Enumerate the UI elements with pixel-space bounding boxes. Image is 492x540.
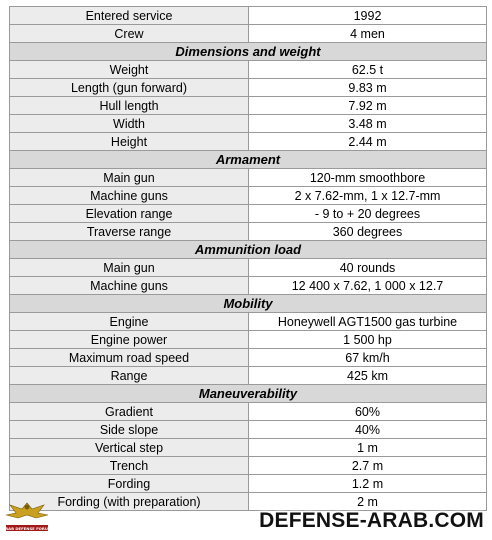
spec-value: 2.44 m [249, 133, 487, 151]
spec-row [10, 25, 487, 43]
section-header-row [10, 295, 487, 313]
spec-row [10, 439, 487, 457]
spec-label: Range [10, 367, 249, 385]
spec-row [10, 421, 487, 439]
spec-label: Side slope [10, 421, 249, 439]
section-header-row [10, 385, 487, 403]
spec-row [10, 475, 487, 493]
spec-row [10, 187, 487, 205]
section-title: Armament [10, 151, 487, 169]
spec-label: Entered service [10, 7, 249, 25]
spec-label: Main gun [10, 169, 249, 187]
spec-label: Machine guns [10, 277, 249, 295]
specifications-table [9, 6, 487, 511]
spec-value: 1.2 m [249, 475, 487, 493]
eagle-logo-icon [4, 497, 50, 535]
spec-label: Gradient [10, 403, 249, 421]
spec-value: 12 400 x 7.62, 1 000 x 12.7 [249, 277, 487, 295]
spec-row [10, 331, 487, 349]
spec-value: 62.5 t [249, 61, 487, 79]
spec-row [10, 223, 487, 241]
spec-row [10, 133, 487, 151]
spec-row [10, 79, 487, 97]
spec-row [10, 259, 487, 277]
section-header-row [10, 151, 487, 169]
spec-row [10, 349, 487, 367]
spec-row [10, 205, 487, 223]
spec-label: Machine guns [10, 187, 249, 205]
spec-value: 1 500 hp [249, 331, 487, 349]
section-title: Ammunition load [10, 241, 487, 259]
section-header-row [10, 43, 487, 61]
spec-label: Crew [10, 25, 249, 43]
section-title: Dimensions and weight [10, 43, 487, 61]
spec-value: 2 x 7.62-mm, 1 x 12.7-mm [249, 187, 487, 205]
spec-value: 120-mm smoothbore [249, 169, 487, 187]
spec-value: 1992 [249, 7, 487, 25]
spec-value: 67 km/h [249, 349, 487, 367]
spec-row [10, 61, 487, 79]
spec-row [10, 403, 487, 421]
spec-label: Maximum road speed [10, 349, 249, 367]
spec-value: Honeywell AGT1500 gas turbine [249, 313, 487, 331]
section-header-row [10, 241, 487, 259]
section-title: Maneuverability [10, 385, 487, 403]
spec-label: Fording [10, 475, 249, 493]
spec-row [10, 169, 487, 187]
spec-value: 3.48 m [249, 115, 487, 133]
spec-label: Vertical step [10, 439, 249, 457]
spec-label: Engine power [10, 331, 249, 349]
spec-label: Width [10, 115, 249, 133]
spec-label: Trench [10, 457, 249, 475]
spec-label: Weight [10, 61, 249, 79]
spec-label: Length (gun forward) [10, 79, 249, 97]
spec-value: 60% [249, 403, 487, 421]
spec-label: Main gun [10, 259, 249, 277]
spec-row [10, 457, 487, 475]
spec-row [10, 277, 487, 295]
spec-label: Elevation range [10, 205, 249, 223]
spec-value: 40 rounds [249, 259, 487, 277]
spec-value: 40% [249, 421, 487, 439]
spec-row [10, 115, 487, 133]
spec-value: 425 km [249, 367, 487, 385]
spec-value: 360 degrees [249, 223, 487, 241]
section-title: Mobility [10, 295, 487, 313]
spec-row [10, 97, 487, 115]
spec-label: Height [10, 133, 249, 151]
spec-row [10, 313, 487, 331]
spec-value: 9.83 m [249, 79, 487, 97]
spec-value: - 9 to + 20 degrees [249, 205, 487, 223]
spec-row [10, 367, 487, 385]
spec-value: 2.7 m [249, 457, 487, 475]
spec-label: Hull length [10, 97, 249, 115]
spec-value: 4 men [249, 25, 487, 43]
spec-label: Fording (with preparation) [10, 493, 249, 511]
spec-label: Traverse range [10, 223, 249, 241]
spec-row [10, 493, 487, 511]
watermark-text: DEFENSE-ARAB.COM [259, 509, 484, 532]
logo-text: ARAB DEFENSE FORUM [4, 526, 50, 531]
spec-value: 2 m [249, 493, 487, 511]
spec-label: Engine [10, 313, 249, 331]
spec-value: 1 m [249, 439, 487, 457]
spec-row [10, 7, 487, 25]
spec-value: 7.92 m [249, 97, 487, 115]
